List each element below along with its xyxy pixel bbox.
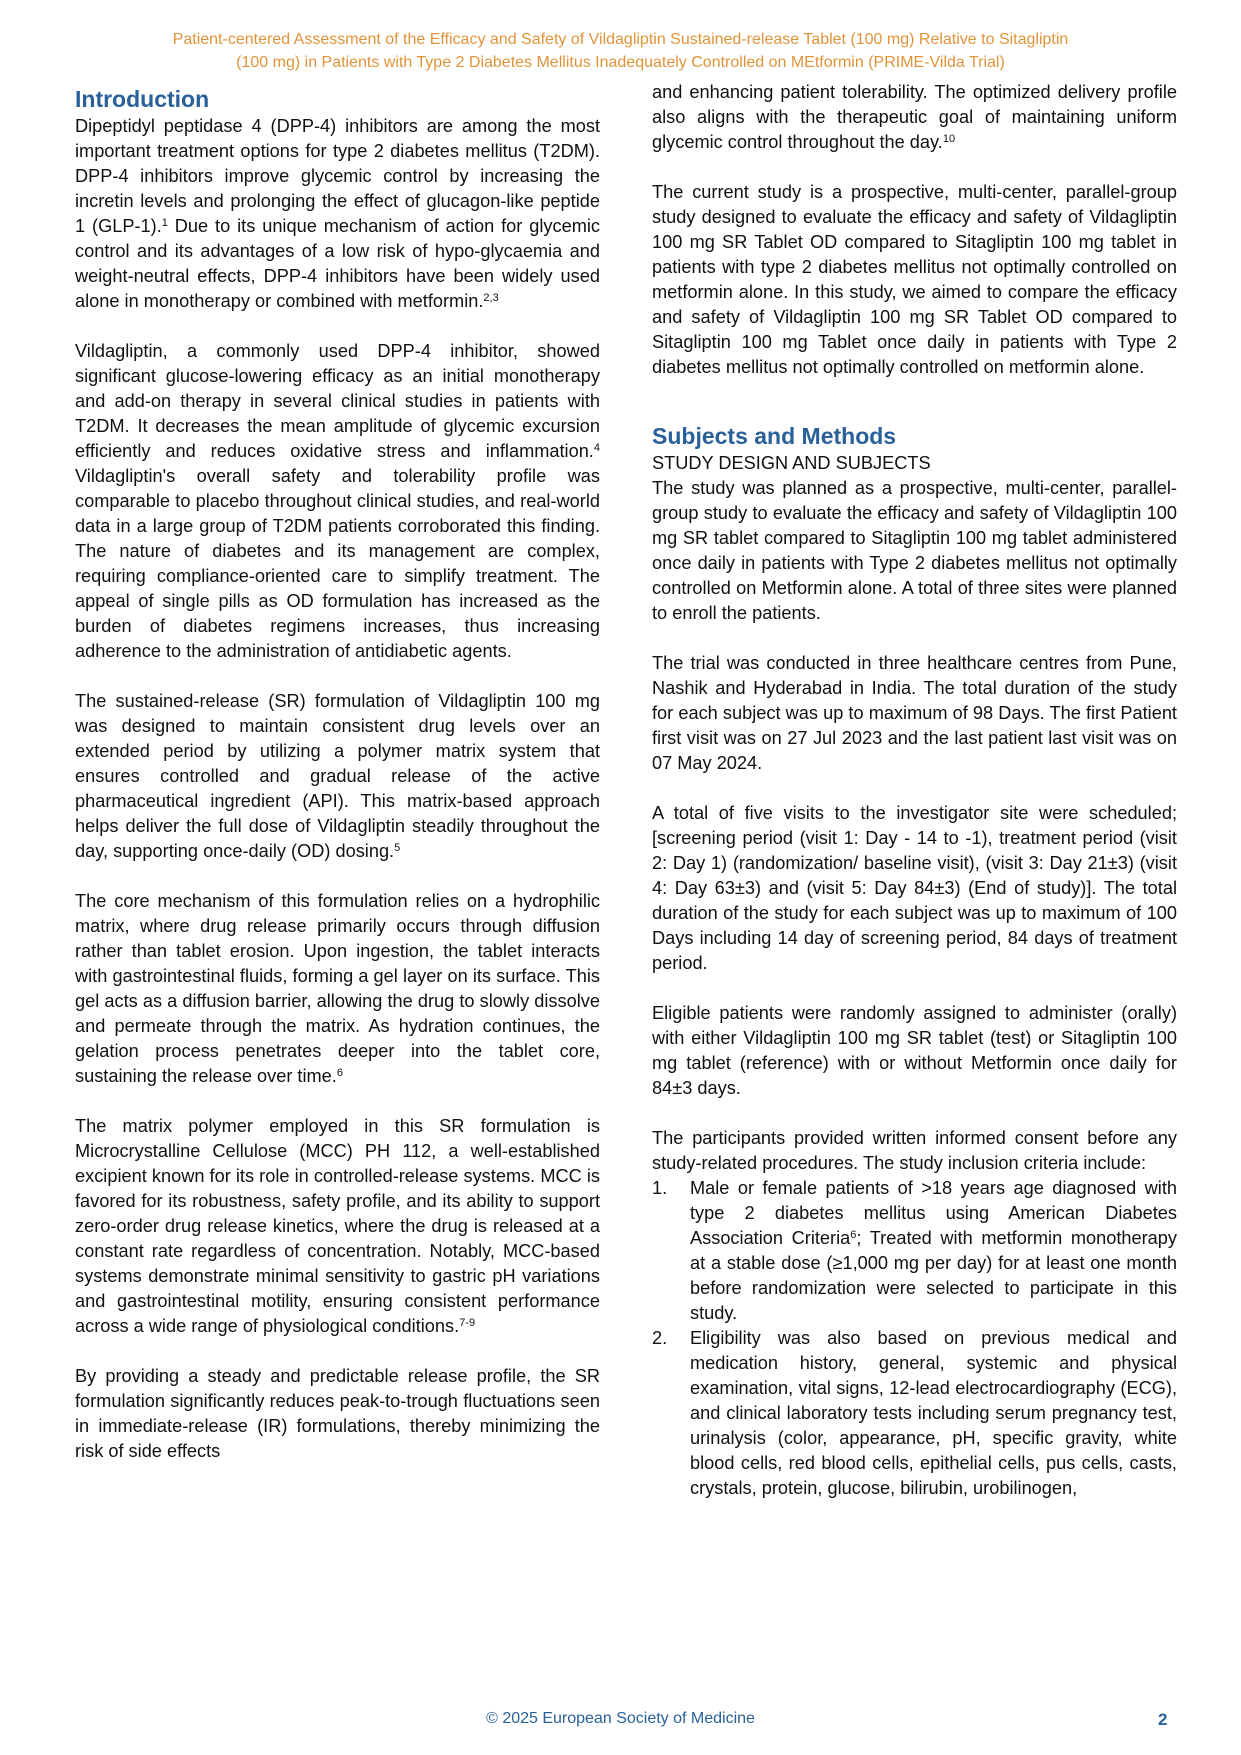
methods-heading: Subjects and Methods	[652, 423, 897, 449]
methods-paragraph: A total of five visits to the investigator site were scheduled; [screening period (visit 1: Day - 14 to -1), treatment period (visit 2: Day 1) (randomization/ baseline visit), (visit 3: Day 21±3) (visit 4: Day 63±3) and (visit 5: Day 84±3) (End of study)]. The total duration of the study for each subject was up to maximum of 100 Days including 14 day of screening period, 84 days of treatment period.	[652, 803, 1177, 973]
list-number: 1.	[652, 1178, 668, 1198]
methods-paragraph: Eligible patients were randomly assigned to administer (orally) with either Vildagliptin 100 mg SR tablet (test) or Sitagliptin 100 mg tablet (reference) with or without Metformin once daily for 84±3 days.	[652, 1003, 1177, 1098]
intro-continuation: and enhancing patient tolerability. The optimized delivery profile also aligns with the therapeutic goal of maintaining uniform glycemic control throughout the day.$^{10}$	[652, 82, 1177, 152]
right-column	[652, 80, 1177, 1501]
citation[interactable]: 4	[593, 442, 600, 454]
citation[interactable]: 6	[336, 1067, 343, 1079]
intro-paragraph: By providing a steady and predictable release profile, the SR formulation significantly reduces peak-to-trough fluctuations seen in immediate-release (IR) formulations, thereby minimizing the risk of side effects	[75, 1366, 600, 1461]
intro-paragraph: Vildagliptin, a commonly used DPP-4 inhibitor, showed significant glucose-lowering efficacy as an initial monotherapy and add-on therapy in several clinical studies in patients with T2DM. It decreases the mean amplitude of glycemic excursion efficiently and reduces oxidative stress and inflammation.$^4$ Vildagliptin's overall safety and tolerability profile was comparable to placebo throughout clinical studies, and real-world data in a large group of T2DM patients corroborated this finding. The nature of diabetes and its management are complex, requiring compliance-oriented care to simplify treatment. The appeal of single pills as OD formulation has increased as the burden of diabetes regimens increases, thus increasing adherence to the administration of antidiabetic agents.	[75, 341, 600, 661]
methods-paragraph: The participants provided written informed consent before any study-related procedures. The study inclusion criteria include:	[652, 1128, 1177, 1173]
running-title-line-2: (100 mg) in Patients with Type 2 Diabetes Mellitus Inadequately Controlled on MEtformin (PRIME-Vilda Trial)	[236, 54, 1005, 71]
list-item: 1. Male or female patients of >18 years age diagnosed with type 2 diabetes mellitus using American Diabetes Association Criteria$^6$; Treated with metformin monotherapy at a stable dose (≥1,000 mg per day) for at least one month before randomization were selected to participate in this study.	[652, 1178, 1178, 1323]
citation[interactable]: 7-9	[459, 1317, 476, 1329]
page-footer	[0, 1710, 1241, 1735]
inclusion-criteria-list	[652, 1176, 1177, 1501]
study-design-subheading: STUDY DESIGN AND SUBJECTS	[652, 453, 931, 473]
intro-paragraph: The core mechanism of this formulation relies on a hydrophilic matrix, where drug release primarily occurs through diffusion rather than tablet erosion. Upon ingestion, the tablet interacts with gastrointestinal fluids, forming a gel layer on its surface. This gel acts as a diffusion barrier, allowing the drug to slowly dissolve and permeate through the matrix. As hydration continues, the gelation process penetrates deeper into the tablet core, sustaining the release over time.$^6$	[75, 891, 600, 1086]
methods-paragraph: The study was planned as a prospective, multi-center, parallel-group study to evaluate the efficacy and safety of Vildagliptin 100 mg SR tablet compared to Sitagliptin 100 mg tablet administered once daily in patients with Type 2 diabetes mellitus not optimally controlled on Metformin alone. A total of three sites were planned to enroll the patients.	[652, 478, 1177, 623]
copyright-notice: © 2025 European Society of Medicine	[486, 1710, 755, 1727]
running-header	[60, 28, 1181, 74]
intro-paragraph: Dipeptidyl peptidase 4 (DPP-4) inhibitors are among the most important treatment options for type 2 diabetes mellitus (T2DM). DPP-4 inhibitors improve glycemic control by increasing the incretin levels and prolonging the effect of glucagon-like peptide 1 (GLP-1).$^1$ Due to its unique mechanism of action for glycemic control and its advantages of a low risk of hypo-glycaemia and weight-neutral effects, DPP-4 inhibitors have been widely used alone in monotherapy or combined with metformin.$^{2,3}$	[75, 116, 600, 311]
left-column	[75, 80, 600, 1489]
current-study-paragraph: The current study is a prospective, multi-center, parallel-group study designed to evaluate the efficacy and safety of Vildagliptin 100 mg SR Tablet OD compared to Sitagliptin 100 mg tablet in patients with type 2 diabetes mellitus not optimally controlled on metformin alone. In this study, we aimed to compare the efficacy and safety of Vildagliptin 100 mg SR Tablet OD compared to Sitagliptin 100 mg Tablet once daily in patients with Type 2 diabetes mellitus not optimally controlled on metformin alone.	[652, 182, 1177, 377]
intro-paragraph: The matrix polymer employed in this SR formulation is Microcrystalline Cellulose (MCC) PH 112, a well-established excipient known for its role in controlled-release systems. MCC is favored for its robustness, safety profile, and its ability to support zero-order drug release kinetics, where the drug is released at a constant rate regardless of concentration. Notably, MCC-based systems demonstrate minimal sensitivity to gastric pH variations and gastrointestinal motility, ensuring consistent performance across a wide range of physiological conditions.$^{7-9}$	[75, 1116, 600, 1336]
citation[interactable]: 2,3	[483, 292, 499, 304]
list-number: 2.	[652, 1328, 668, 1348]
citation[interactable]: 10	[942, 133, 956, 145]
citation[interactable]: 1	[161, 217, 168, 229]
citation[interactable]: 5	[394, 842, 401, 854]
page-number: 2	[1158, 1710, 1168, 1729]
intro-paragraph: The sustained-release (SR) formulation of Vildagliptin 100 mg was designed to maintain consistent drug levels over an extended period by utilizing a polymer matrix system that ensures controlled and gradual release of the active pharmaceutical ingredient (API). This matrix-based approach helps deliver the full dose of Vildagliptin steadily throughout the day, supporting once-daily (OD) dosing.$^5$	[75, 691, 600, 861]
methods-paragraph: The trial was conducted in three healthcare centres from Pune, Nashik and Hyderabad in India. The total duration of the study for each subject was up to maximum of 98 Days. The first Patient first visit was on 27 Jul 2023 and the last patient last visit was on 07 May 2024.	[652, 653, 1177, 773]
citation[interactable]: 6	[850, 1229, 857, 1241]
introduction-heading: Introduction	[75, 86, 210, 112]
list-item: 2. Eligibility was also based on previous medical and medication history, general, systemic and physical examination, vital signs, 12-lead electrocardiography (ECG), and clinical laboratory tests including serum pregnancy test, urinalysis (color, appearance, pH, specific gravity, white blood cells, red blood cells, epithelial cells, pus cells, casts, crystals, protein, glucose, bilirubin, urobilinogen,	[652, 1328, 1177, 1498]
running-title-line-1: Patient-centered Assessment of the Efficacy and Safety of Vildagliptin Sustained-release Tablet (100 mg) Relative to Sitagliptin	[172, 31, 1069, 48]
